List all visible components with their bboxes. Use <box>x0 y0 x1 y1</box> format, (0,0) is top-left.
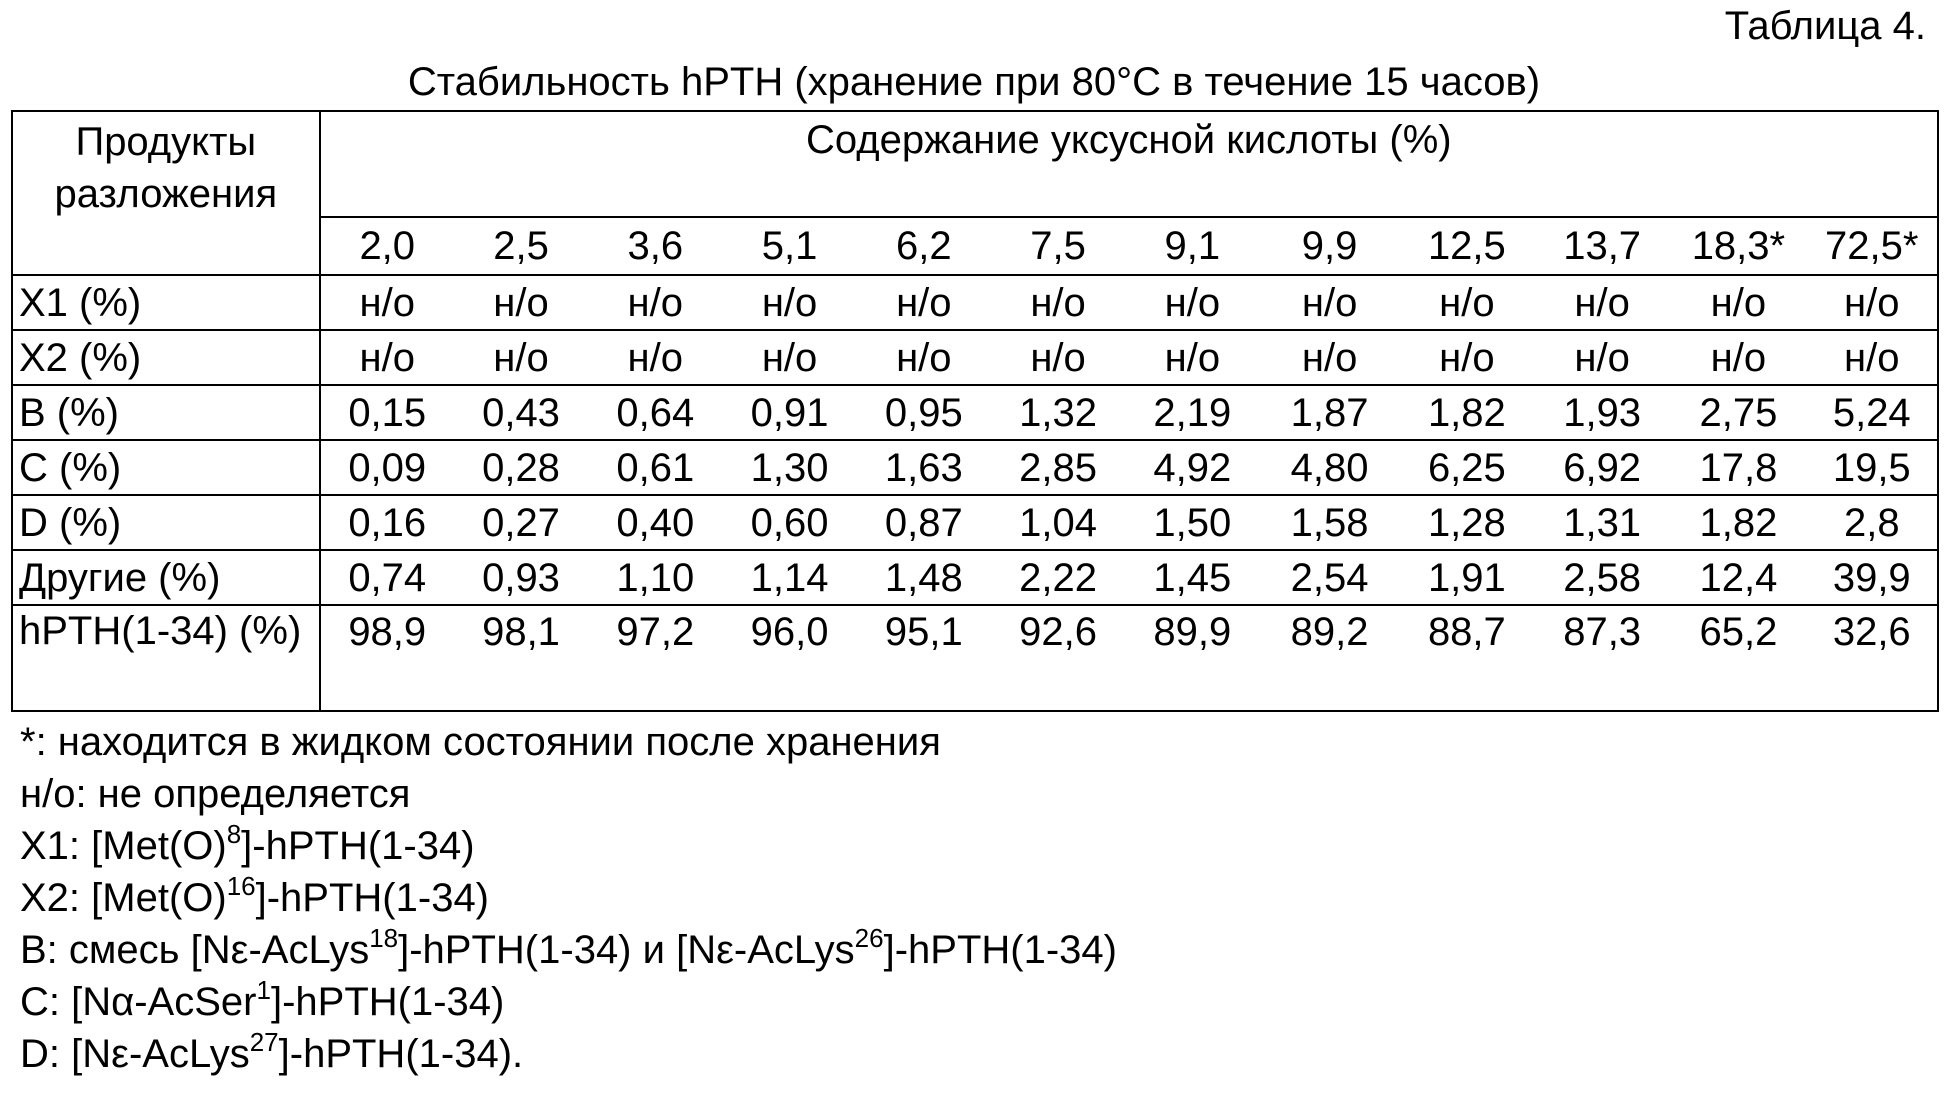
table-cell: н/о <box>1400 275 1534 330</box>
table-cell: 0,95 <box>857 385 991 440</box>
table-cell: 98,9 <box>320 605 454 711</box>
table-cell: н/о <box>1534 275 1670 330</box>
table-cell: 1,93 <box>1534 385 1670 440</box>
table-row <box>12 385 1938 440</box>
table-cell: 1,28 <box>1400 495 1534 550</box>
table-cell: 89,2 <box>1259 605 1399 711</box>
table-cell: 88,7 <box>1400 605 1534 711</box>
table-cell: 1,82 <box>1400 385 1534 440</box>
table-cell: 1,82 <box>1670 495 1806 550</box>
concentration-cell: 72,5* <box>1807 217 1938 275</box>
header-products: Продукты разложения <box>12 111 320 275</box>
table-cell: н/о <box>588 330 722 385</box>
table-cell: н/о <box>1807 330 1938 385</box>
table-cell: н/о <box>991 275 1125 330</box>
concentration-cell: 18,3* <box>1670 217 1806 275</box>
table-cell: 0,15 <box>320 385 454 440</box>
note-x2: X2: $[Met(O)^{16}]-hPTH(1-34)$ <box>20 871 490 920</box>
table-cell: 2,75 <box>1670 385 1806 440</box>
note-c: C: [Nα-AcSer$^1$]-hPTH(1-34) <box>20 975 505 1024</box>
table-cell: 17,8 <box>1670 440 1806 495</box>
table-cell: н/о <box>588 275 722 330</box>
table-cell: 2,19 <box>1125 385 1259 440</box>
table-row <box>12 550 1938 605</box>
table-cell: 2,8 <box>1807 495 1938 550</box>
table-row <box>12 495 1938 550</box>
table-cell: 12,4 <box>1670 550 1806 605</box>
table-cell: н/о <box>1807 275 1938 330</box>
concentration-cell: 12,5 <box>1400 217 1534 275</box>
table-row <box>12 440 1938 495</box>
note-d: D: [Nε-AcLys$^{27}$]-hPTH(1-34). <box>20 1027 524 1076</box>
table-title: Стабильность hPTH (хранение при 80°C в течение 15 часов) <box>407 60 1541 104</box>
note-asterisk: *: находится в жидком состоянии после хранения <box>20 720 941 764</box>
concentration-cell: 6,2 <box>857 217 991 275</box>
row-label: C (%) <box>12 440 320 495</box>
table-cell: 1,63 <box>857 440 991 495</box>
table-cell: н/о <box>1534 330 1670 385</box>
table-cell: 4,80 <box>1259 440 1399 495</box>
table-cell: 0,09 <box>320 440 454 495</box>
table-cell: 89,9 <box>1125 605 1259 711</box>
table-row <box>12 330 1938 385</box>
table-cell: 0,16 <box>320 495 454 550</box>
table-cell: 1,91 <box>1400 550 1534 605</box>
row-label: X1 (%) <box>12 275 320 330</box>
concentration-cell: 5,1 <box>722 217 856 275</box>
row-label: hPTH(1-34) (%) <box>12 605 320 711</box>
table-cell: 1,87 <box>1259 385 1399 440</box>
table-cell: 0,60 <box>722 495 856 550</box>
table-cell: н/о <box>857 330 991 385</box>
table-cell: 2,54 <box>1259 550 1399 605</box>
table-cell: 1,48 <box>857 550 991 605</box>
table-cell: 0,64 <box>588 385 722 440</box>
table-cell: н/о <box>991 330 1125 385</box>
table-cell: 0,40 <box>588 495 722 550</box>
table-cell: 1,32 <box>991 385 1125 440</box>
concentration-cell: 3,6 <box>588 217 722 275</box>
table-cell: 92,6 <box>991 605 1125 711</box>
table-cell: 0,87 <box>857 495 991 550</box>
table-cell: 2,22 <box>991 550 1125 605</box>
table-cell: н/о <box>320 330 454 385</box>
row-label: X2 (%) <box>12 330 320 385</box>
row-label: Другие (%) <box>12 550 320 605</box>
concentration-cell: 9,1 <box>1125 217 1259 275</box>
table-cell: 96,0 <box>722 605 856 711</box>
table-cell: н/о <box>1125 275 1259 330</box>
table-cell: н/о <box>1670 330 1806 385</box>
table-cell: 0,28 <box>454 440 588 495</box>
header-acid-content: Содержание уксусной кислоты (%) <box>320 111 1938 217</box>
table-cell: 0,74 <box>320 550 454 605</box>
table-cell: 5,24 <box>1807 385 1938 440</box>
concentration-cell: 13,7 <box>1534 217 1670 275</box>
table-cell: 0,27 <box>454 495 588 550</box>
table-cell: 0,43 <box>454 385 588 440</box>
table-cell: н/о <box>722 330 856 385</box>
table-number: Таблица 4. <box>1724 4 1926 48</box>
note-nd: н/о: не определяется <box>20 772 411 816</box>
table-cell: 6,92 <box>1534 440 1670 495</box>
note-b: B: смесь [Nε-AcLys$^{18}$]-hPTH(1-34) и [Nε-AcLys$^{26}$]-hPTH(1-34) <box>20 923 1117 972</box>
table-cell: 0,93 <box>454 550 588 605</box>
table-cell: 0,91 <box>722 385 856 440</box>
table-cell: н/о <box>454 275 588 330</box>
table-cell: н/о <box>857 275 991 330</box>
table-cell: 1,30 <box>722 440 856 495</box>
table-cell: 1,31 <box>1534 495 1670 550</box>
table-cell: 87,3 <box>1534 605 1670 711</box>
table-cell: 0,61 <box>588 440 722 495</box>
table-cell: н/о <box>1670 275 1806 330</box>
concentration-cell: 2,0 <box>320 217 454 275</box>
table-cell: 19,5 <box>1807 440 1938 495</box>
table-cell: н/о <box>1400 330 1534 385</box>
table-row <box>12 605 1938 711</box>
table-cell: 98,1 <box>454 605 588 711</box>
concentration-cell: 7,5 <box>991 217 1125 275</box>
row-label: B (%) <box>12 385 320 440</box>
table-cell: 4,92 <box>1125 440 1259 495</box>
row-label: D (%) <box>12 495 320 550</box>
table-cell: 6,25 <box>1400 440 1534 495</box>
table-cell: 1,14 <box>722 550 856 605</box>
table-cell: н/о <box>1125 330 1259 385</box>
table-cell: 1,45 <box>1125 550 1259 605</box>
table-cell: 1,50 <box>1125 495 1259 550</box>
table-cell: 1,04 <box>991 495 1125 550</box>
footnotes <box>20 716 1117 1080</box>
table-cell: 1,58 <box>1259 495 1399 550</box>
table-cell: н/о <box>454 330 588 385</box>
stability-table <box>11 110 1939 712</box>
concentration-cell: 2,5 <box>454 217 588 275</box>
table-cell: 32,6 <box>1807 605 1938 711</box>
table-cell: 2,85 <box>991 440 1125 495</box>
table-cell: н/о <box>722 275 856 330</box>
table-cell: 39,9 <box>1807 550 1938 605</box>
table-cell: 1,10 <box>588 550 722 605</box>
note-x1: X1: $[Met(O)^8]-hPTH(1-34)$ <box>20 819 475 868</box>
table-cell: н/о <box>320 275 454 330</box>
table-cell: 95,1 <box>857 605 991 711</box>
table-cell: 97,2 <box>588 605 722 711</box>
concentration-cell: 9,9 <box>1259 217 1399 275</box>
table-row <box>12 275 1938 330</box>
table-cell: 2,58 <box>1534 550 1670 605</box>
table-cell: н/о <box>1259 275 1399 330</box>
table-cell: н/о <box>1259 330 1399 385</box>
table-cell: 65,2 <box>1670 605 1806 711</box>
